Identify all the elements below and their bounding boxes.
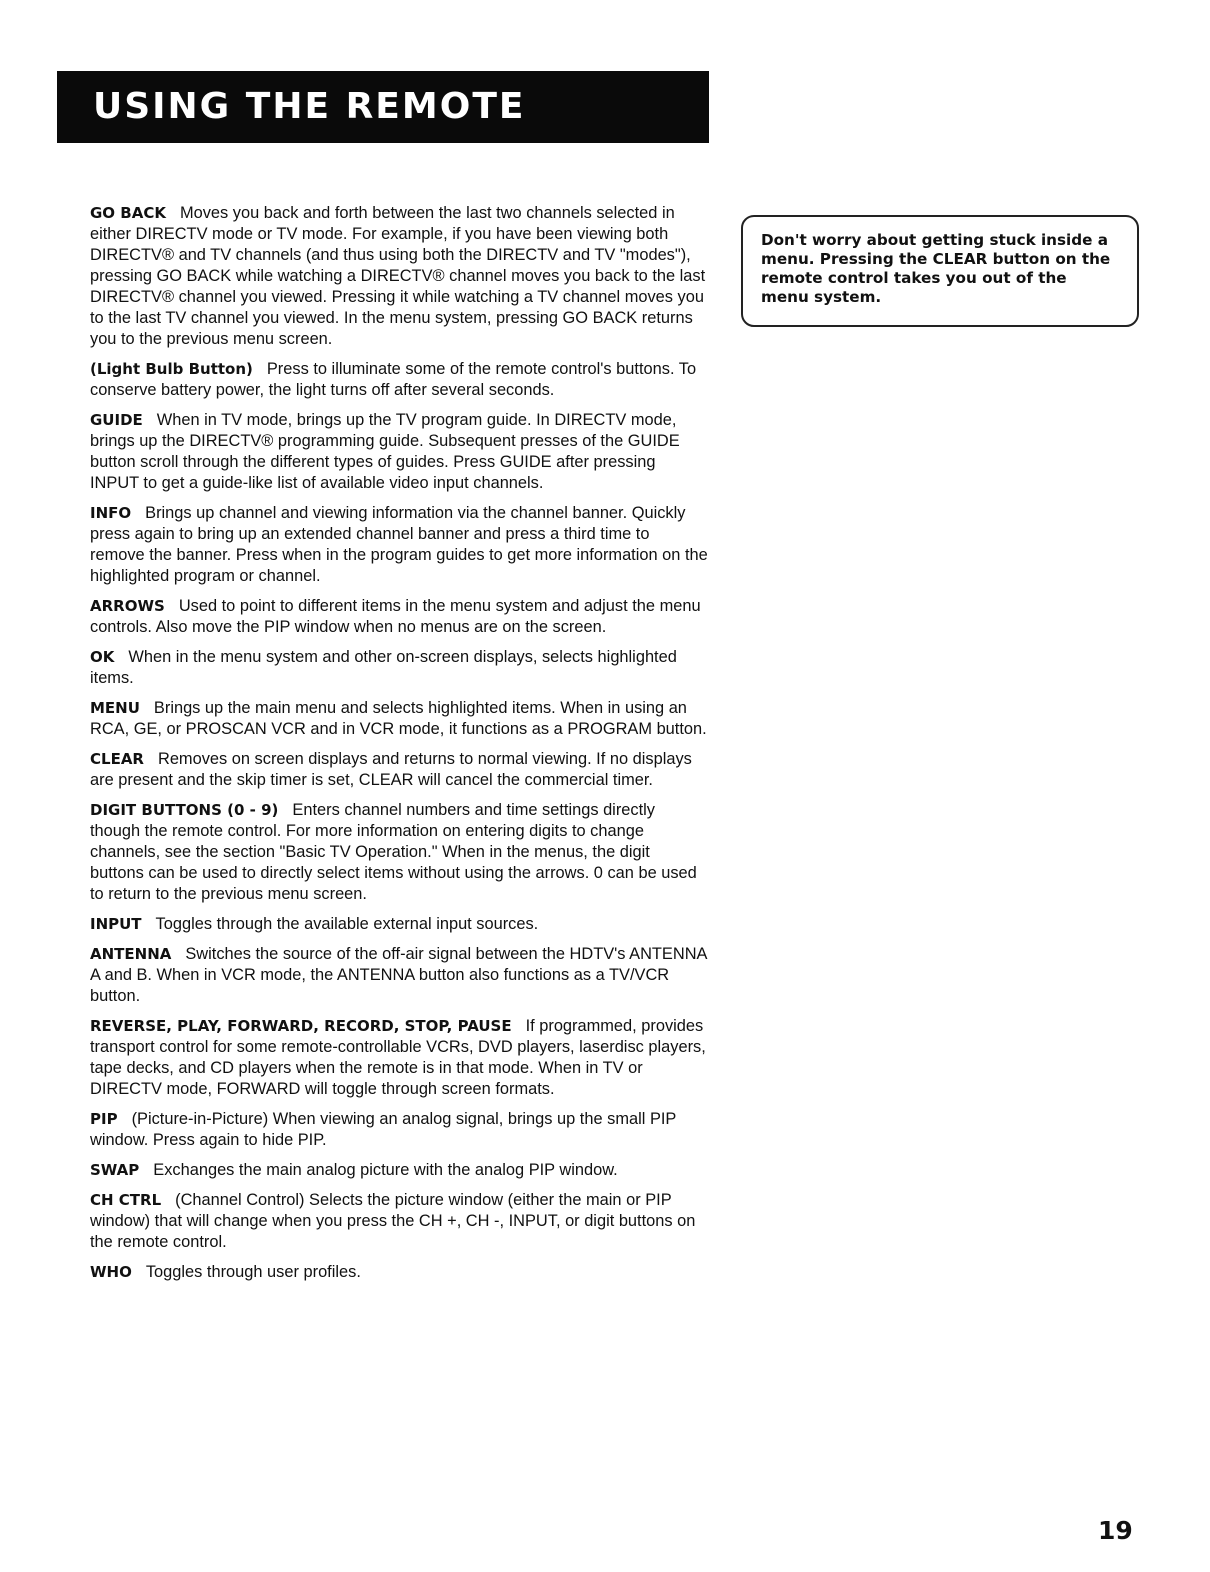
description: Switches the source of the off-air signal between the HDTV's ANTENNA A and B. When in VCR mode, the ANTENNA button also functions as a TV/VCR button.	[90, 945, 707, 1005]
entry-guide	[90, 410, 708, 494]
entry-digit-buttons	[90, 800, 708, 905]
entry-antenna	[90, 944, 708, 1007]
button-descriptions	[90, 203, 708, 1292]
entry-pip	[90, 1109, 708, 1151]
term: (Light Bulb Button)	[90, 360, 253, 378]
term: WHO	[90, 1263, 132, 1281]
term: DIGIT BUTTONS (0 - 9)	[90, 801, 279, 819]
tip-text: Don't worry about getting stuck inside a menu. Pressing the CLEAR button on the remote control takes you out of the menu system.	[761, 231, 1111, 306]
description: Toggles through user profiles.	[145, 1263, 361, 1281]
term: ARROWS	[90, 597, 165, 615]
description: Brings up the main menu and selects highlighted items. When in using an RCA, GE, or PROSCAN VCR and in VCR mode, it functions as a PROGRAM button.	[90, 699, 707, 738]
term: REVERSE, PLAY, FORWARD, RECORD, STOP, PAUSE	[90, 1017, 512, 1035]
term: CH CTRL	[90, 1191, 162, 1209]
term: GUIDE	[90, 411, 143, 429]
entry-input	[90, 914, 708, 935]
description: Toggles through the available external input sources.	[155, 915, 539, 933]
entry-info	[90, 503, 708, 587]
entry-arrows	[90, 596, 708, 638]
description: When in the menu system and other on-screen displays, selects highlighted items.	[90, 648, 677, 687]
page-title: USING THE REMOTE	[93, 86, 526, 127]
description: Used to point to different items in the menu system and adjust the menu controls. Also move the PIP window when no menus are on the screen.	[90, 597, 701, 636]
entry-menu	[90, 698, 708, 740]
description: (Picture-in-Picture) When viewing an analog signal, brings up the small PIP window. Press again to hide PIP.	[90, 1110, 677, 1149]
entry-ok	[90, 647, 708, 689]
entry-light-bulb	[90, 359, 708, 401]
page-number: 19	[1098, 1516, 1133, 1545]
term: SWAP	[90, 1161, 140, 1179]
term: GO BACK	[90, 204, 166, 222]
description: Exchanges the main analog picture with the analog PIP window.	[153, 1161, 618, 1179]
page-title-banner	[57, 71, 709, 143]
description: Moves you back and forth between the last two channels selected in either DIRECTV mode or TV mode. For example, if you have been viewing both DIRECTV® and TV channels (and thus using both the DIRECTV and TV "modes"), pressing GO BACK while watching a DIRECTV® channel moves you back to the last DIRECTV® channel you viewed. Pressing it while watching a TV channel moves you to the last TV channel you viewed. In the menu system, pressing GO BACK returns you to the previous menu screen.	[90, 204, 706, 348]
term: PIP	[90, 1110, 118, 1128]
description: (Channel Control) Selects the picture window (either the main or PIP window) that will change when you press the CH +, CH -, INPUT, or digit buttons on the remote control.	[90, 1191, 696, 1251]
description: Enters channel numbers and time settings directly though the remote control. For more information on entering digits to change channels, see the section "Basic TV Operation." When in the menus, the digit buttons can be used to directly select items without using the arrows. 0 can be used to return to the previous menu screen.	[90, 801, 697, 903]
term: ANTENNA	[90, 945, 172, 963]
tip-box	[741, 215, 1139, 327]
term: MENU	[90, 699, 140, 717]
term: INPUT	[90, 915, 142, 933]
entry-clear	[90, 749, 708, 791]
entry-who	[90, 1262, 708, 1283]
entry-ch-ctrl	[90, 1190, 708, 1253]
term: OK	[90, 648, 115, 666]
description: Removes on screen displays and returns to normal viewing. If no displays are present and the skip timer is set, CLEAR will cancel the commercial timer.	[90, 750, 692, 789]
description: Press to illuminate some of the remote control's buttons. To conserve battery power, the light turns off after several seconds.	[90, 360, 697, 399]
entry-go-back	[90, 203, 708, 350]
term: CLEAR	[90, 750, 144, 768]
description: If programmed, provides transport control for some remote-controllable VCRs, DVD players, laserdisc players, tape decks, and CD players when the remote is in that mode. When in TV or DIRECTV mode, FORWARD will toggle through screen formats.	[90, 1017, 706, 1098]
description: When in TV mode, brings up the TV program guide. In DIRECTV mode, brings up the DIRECTV® programming guide. Subsequent presses of the GUIDE button scroll through the different types of guides. Press GUIDE after pressing INPUT to get a guide-like list of available video input channels.	[90, 411, 680, 492]
description: Brings up channel and viewing information via the channel banner. Quickly press again to bring up an extended channel banner and press a third time to remove the banner. Press when in the program guides to get more information on the highlighted program or channel.	[90, 504, 708, 585]
entry-transport	[90, 1016, 708, 1100]
entry-swap	[90, 1160, 708, 1181]
term: INFO	[90, 504, 132, 522]
